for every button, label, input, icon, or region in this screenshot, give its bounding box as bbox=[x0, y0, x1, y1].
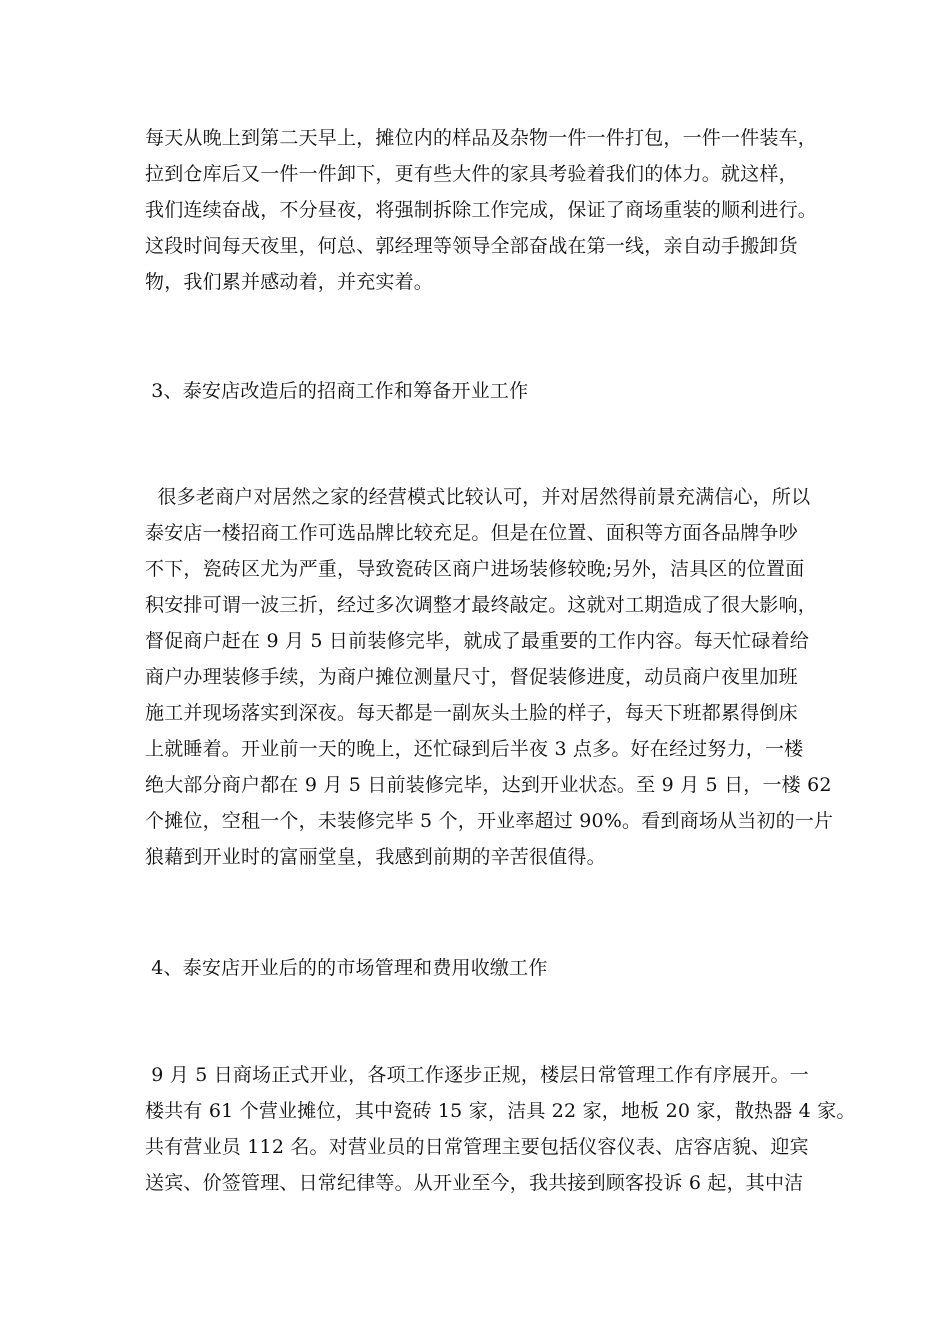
text-line: 不下，瓷砖区尤为严重，导致瓷砖区商户进场装修较晚;另外，洁具区的位置面 bbox=[145, 558, 805, 580]
text-line: 每天从晚上到第二天早上，摊位内的样品及杂物一件一件打包，一件一件装车， bbox=[145, 127, 818, 149]
text-line: 上就睡着。开业前一天的晚上，还忙碌到后半夜 3 点多。好在经过努力，一楼 bbox=[145, 738, 804, 760]
text-line: 9 月 5 日商场正式开业，各项工作逐步正规，楼层日常管理工作有序展开。一 bbox=[145, 1064, 809, 1086]
text-line: 绝大部分商户都在 9 月 5 日前装修完毕，达到开业状态。至 9 月 5 日，一楼 62 bbox=[145, 774, 832, 796]
section-heading-4: 4、泰安店开业后的的市场管理和费用收缴工作 bbox=[145, 957, 548, 979]
text-line: 共有营业员 112 名。对营业员的日常管理主要包括仪容仪表、店容店貌、迎宾 bbox=[145, 1136, 809, 1158]
text-line: 送宾、价签管理、日常纪律等。从开业至今，我共接到顾客投诉 6 起，其中洁 bbox=[145, 1172, 804, 1194]
text-line: 物，我们累并感动着，并充实着。 bbox=[145, 271, 434, 293]
text-line: 泰安店一楼招商工作可选品牌比较充足。但是在位置、面积等方面各品牌争吵 bbox=[145, 522, 798, 544]
text-line: 这段时间每天夜里，何总、郭经理等领导全部奋战在第一线，亲自动手搬卸货 bbox=[145, 235, 798, 257]
text-line: 积安排可谓一波三折，经过多次调整才最终敲定。这就对工期造成了很大影响， bbox=[145, 594, 818, 616]
text-line: 拉到仓库后又一件一件卸下，更有些大件的家具考验着我们的体力。就这样， bbox=[145, 163, 798, 185]
text-line: 施工并现场落实到深夜。每天都是一副灰头土脸的样子，每天下班都累得倒床 bbox=[145, 702, 798, 724]
text-line: 楼共有 61 个营业摊位，其中瓷砖 15 家，洁具 22 家，地板 20 家，散热器 4 家。 bbox=[145, 1100, 856, 1122]
text-line: 商户办理装修手续，为商户摊位测量尺寸，督促装修进度，动员商户夜里加班 bbox=[145, 666, 798, 688]
section-heading-3: 3、泰安店改造后的招商工作和筹备开业工作 bbox=[145, 380, 529, 402]
text-line: 督促商户赶在 9 月 5 日前装修完毕，就成了最重要的工作内容。每天忙碌着给 bbox=[145, 630, 809, 652]
text-line: 个摊位，空租一个，未装修完毕 5 个，开业率超过 90%。看到商场从当初的一片 bbox=[145, 810, 834, 832]
text-line: 我们连续奋战，不分昼夜，将强制拆除工作完成，保证了商场重装的顺利进行。 bbox=[145, 199, 818, 221]
text-line: 狼藉到开业时的富丽堂皇，我感到前期的辛苦很值得。 bbox=[145, 846, 606, 868]
text-line: 很多老商户对居然之家的经营模式比较认可，并对居然得前景充满信心，所以 bbox=[145, 486, 811, 508]
